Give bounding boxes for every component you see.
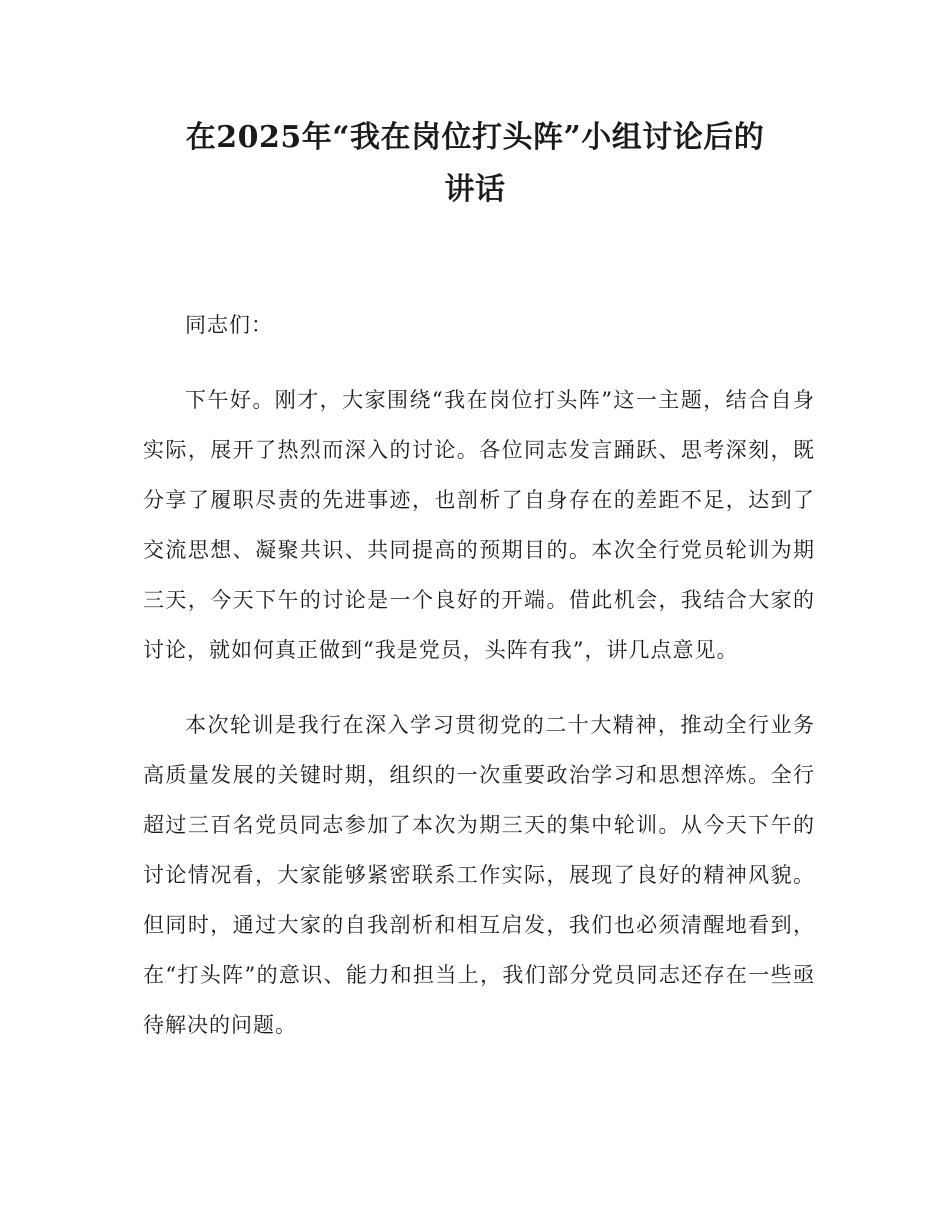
- document-body: [143, 300, 815, 1050]
- salutation: 同志们：: [185, 313, 273, 337]
- title-line-1: 在2025年“我在岗位打头阵”小组讨论后的: [185, 120, 765, 155]
- paragraph-2: 本次轮训是我行在深入学习贯彻党的二十大精神，推动全行业务高质量发展的关键时期，组织的一次重要政治学习和思想淬炼。全行超过三百名党员同志参加了本次为期三天的集中轮训。从今天下午的讨论情况看，大家能够紧密联系工作实际，展现了良好的精神风貌。但同时，通过大家的自我剖析和相互启发，我们也必须清醒地看到，在“打头阵”的意识、能力和担当上，我们部分党员同志还存在一些亟待解决的问题。: [143, 713, 815, 1037]
- document-title: [130, 112, 820, 216]
- paragraph-1: 下午好。刚才，大家围绕“我在岗位打头阵”这一主题，结合自身实际，展开了热烈而深入的讨论。各位同志发言踊跃、思考深刻，既分享了履职尽责的先进事迹，也剖析了自身存在的差距不足，达到了交流思想、凝聚共识、共同提高的预期目的。本次全行党员轮训为期三天，今天下午的讨论是一个良好的开端。借此机会，我结合大家的讨论，就如何真正做到“我是党员，头阵有我”，讲几点意见。: [143, 388, 815, 662]
- title-line-2: 讲话: [444, 172, 506, 207]
